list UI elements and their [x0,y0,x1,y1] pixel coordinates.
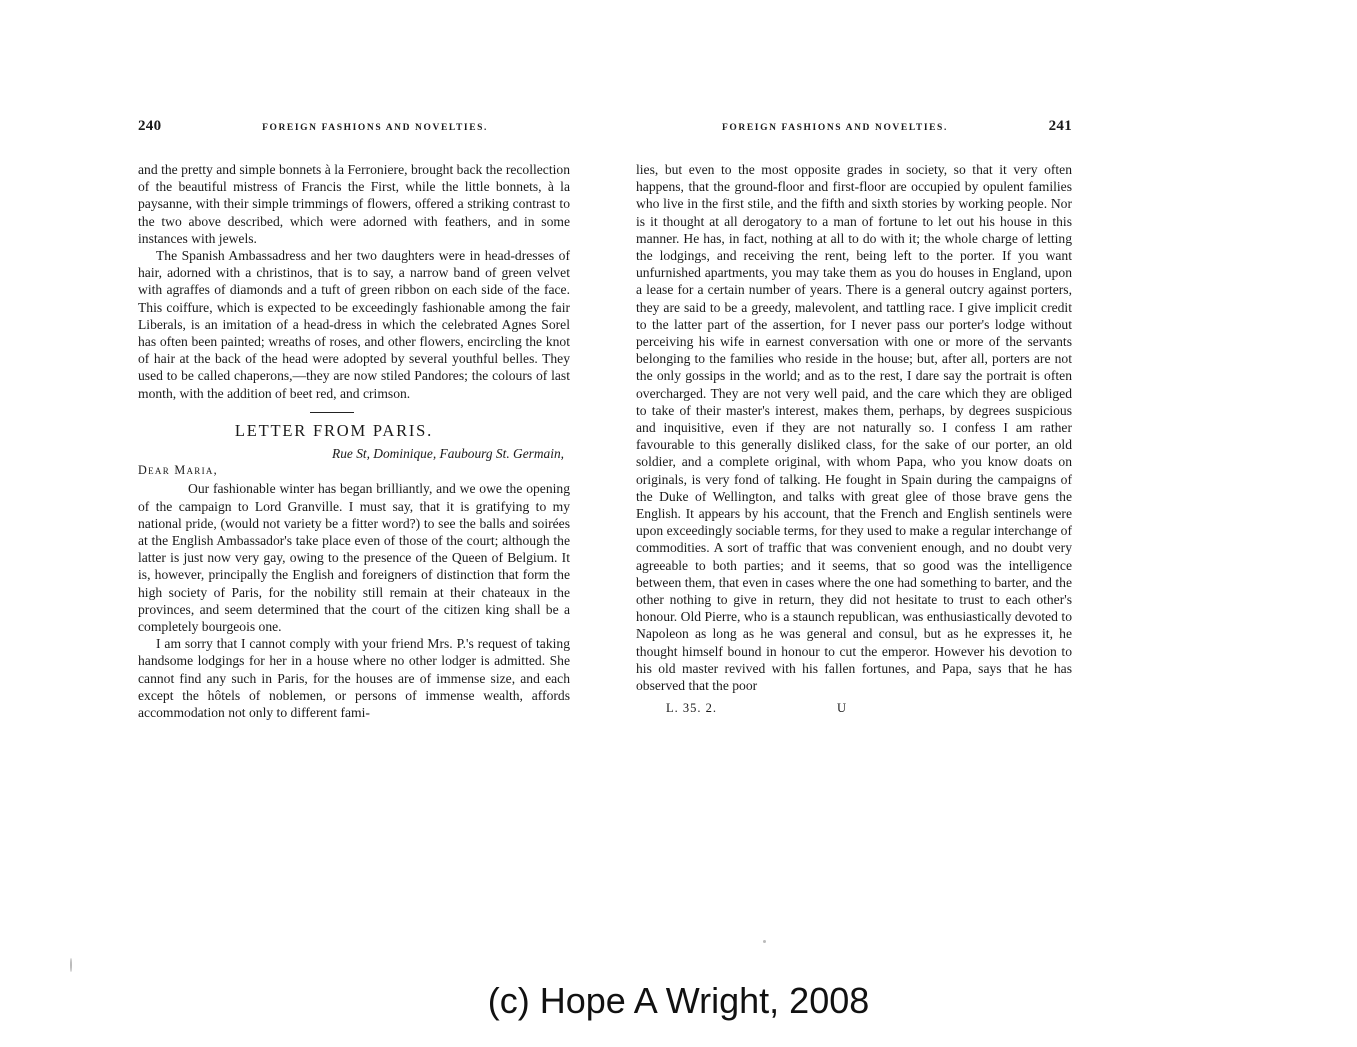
left-paragraph-4: I am sorry that I cannot comply with your friend Mrs. P.'s request of taking handsome lodgings for her in a house where no other lodger is admitted. She cannot find any such in Paris, for the houses are of immense size, and each except the hôtels of noblemen, or persons of immense wealth, affords accommodation not only to different fami- [138,636,570,721]
left-page-number: 240 [138,118,162,134]
letter-dateline: Rue St, Dominique, Faubourg St. Germain, [332,446,564,462]
left-paragraph-1: and the pretty and simple bonnets à la Ferroniere, brought back the recollection of the beautiful mistress of Francis the First, while the little bonnets, à la paysanne, with their simple trimmings of flowers, offered a striking contrast to the two above described, which were adorned with feathers, and in some instances with jewels. [138,162,570,246]
right-running-head [636,118,1072,148]
scan-speck [763,940,766,943]
printer-signature [636,700,1072,717]
left-page [138,118,570,721]
left-paragraph-3: Our fashionable winter has began brilliantly, and we owe the opening of the campaign to Lord Granville. I must say, that it is gratifying to my national pride, (would not variety be a fitter word?) to see the balls and soirées at the English Ambassador's take place even of those of the court; although the latter is just now very gay, owing to the presence of the Queen of Belgium. It is, however, principally the English and foreigners of distinction that form the high society of Paris, for the nobility still remain at their chateaux in the provinces, and seem determined that the court of the citizen king shall be a completely bourgeois one. [138,481,570,635]
letter-salutation: Dear Maria, [138,463,219,478]
scan-speck [70,958,72,972]
signature-mark-right: U [837,701,848,716]
letter-heading: LETTER FROM PARIS. [234,420,434,440]
right-page [636,118,1072,718]
right-page-number: 241 [1048,118,1072,134]
copyright-notice: (c) Hope A Wright, 2008 [487,980,870,1021]
section-divider [310,412,354,413]
signature-mark-left: L. 35. 2. [666,701,718,716]
left-running-head [138,118,570,148]
left-paragraph-2: The Spanish Ambassadress and her two daughters were in head-dresses of hair, adorned with a christinos, that is to say, a narrow band of green velvet with agraffes of diamonds and a tuft of green ribbon on each side of the face. This coiffure, which is expected to be exceedingly fashionable among the fair Liberals, is an imitation of a head-dress in which the celebrated Agnes Sorel has often been painted; wreaths of roses, and other flowers, encircling the knot of hair at the back of the head were adopted by several youthful belles. They used to be called chaperons,—they are now stiled Pandores; the colours of last month, with the addition of beet red, and crimson. [138,248,570,401]
right-paragraph-1: lies, but even to the most opposite grades in society, so that it very often happens, that the ground-floor and first-floor are occupied by opulent families who live in the first stile, and the fifth and sixth stories by working people. Nor is it thought at all derogatory to a man of fortune to let out his house in this manner. He has, in fact, nothing at all to do with it; the whole charge of letting the lodgings, and receiving the rent, being left to the porter. If you want unfurnished apartments, you may take them as you do houses in England, upon a lease for a certain number of years. There is a general outcry against porters, they are said to be a greedy, malevolent, and tattling race. I give implicit credit to the latter part of the assertion, for I never pass our porter's lodge without perceiving his wife in earnest conversation with one or more of the servants belonging to the families who reside in the house; but, after all, porters are not the only gossips in the world; and as to the rest, I dare say the portrait is often overcharged. They are not very well paid, and the care which they are obliged to take of their master's interest, makes them, perhaps, by degrees suspicious and inquisitive, even if they are not naturally so. I confess I am rather favourable to this generally disliked class, for the sake of our porter, an old soldier, and a complete original, with whom Papa, who you know doats on originals, is very fond of talking. He fought in Spain during the campaigns of the Duke of Wellington, and talks with great glee of those brave gens the English. It appears by his account, that the French and English sentinels were upon exceedingly sociable terms, for they used to make a regular interchange of commodities. A sort of traffic that was convenient enough, and no doubt very agreeable to both parties; and it seems, that so good was the intelligence between them, that even in cases where the one had something to barter, and the other nothing to give in return, they did not hesitate to trust to each other's honour. Old Pierre, who is a staunch republican, was enthusiastically devoted to Napoleon as long as he was general and consul, but as he expresses it, he thought himself bound in honour to cut the emperor. However his devotion to his old master revived with his fallen fortunes, and Papa, says that he has observed that the poor [636,162,1072,694]
left-running-title: FOREIGN FASHIONS AND NOVELTIES. [262,123,488,133]
right-running-title: FOREIGN FASHIONS AND NOVELTIES. [722,123,948,133]
